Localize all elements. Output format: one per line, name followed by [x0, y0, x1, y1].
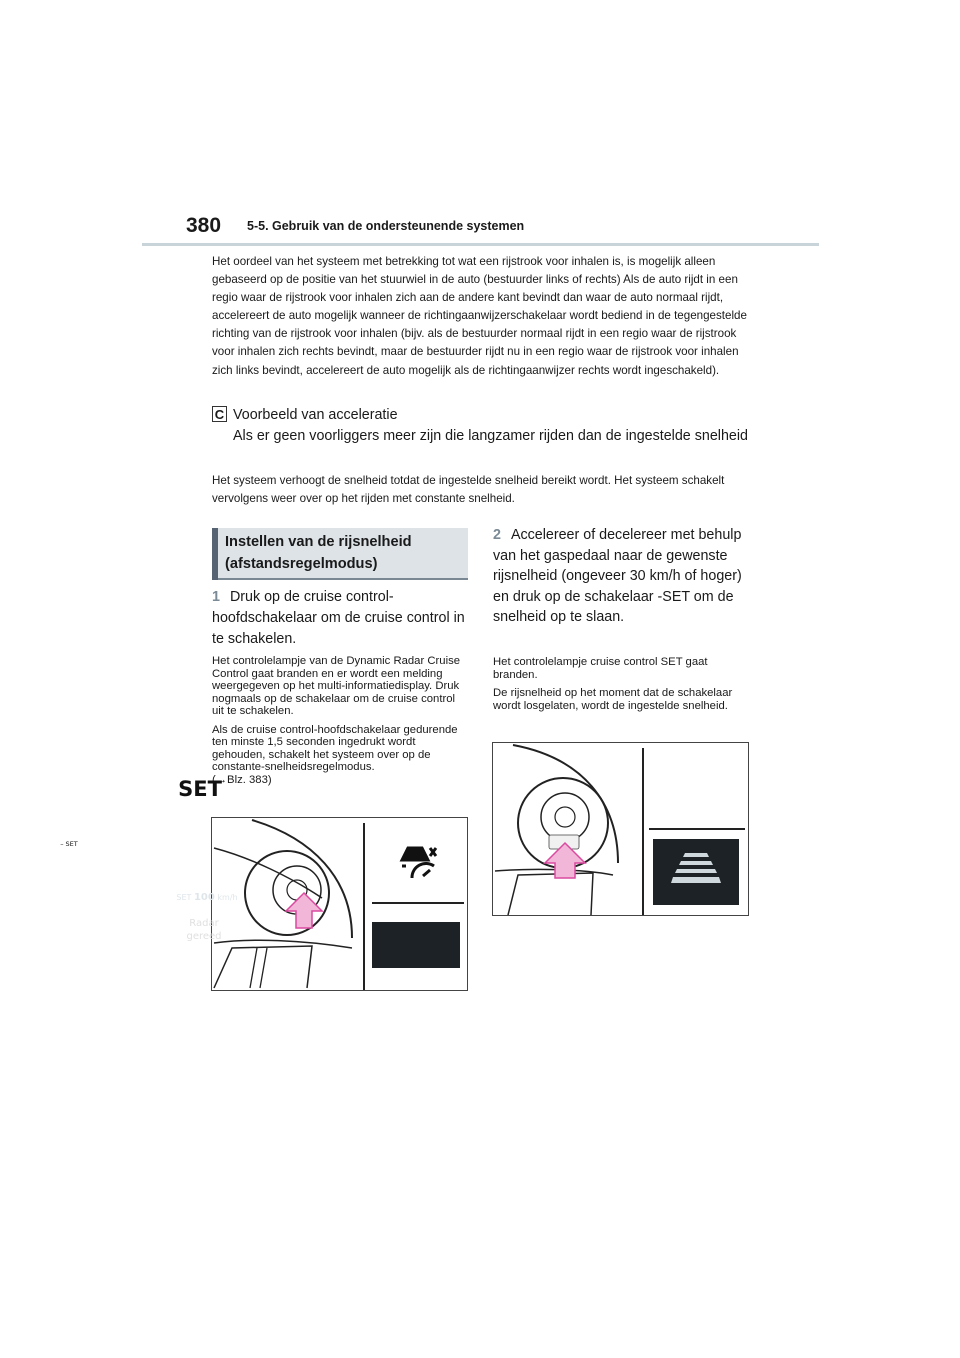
page-number: 380 — [186, 214, 222, 237]
section-heading — [225, 531, 465, 575]
set-speed-unit: km/h — [217, 893, 238, 902]
step-1-note-ref: (→Blz. 383) — [212, 773, 272, 786]
step-1-text: Druk op de cruise control-hoofdschakelaar om de cruise control in te schakelen. — [212, 589, 465, 647]
example-title: Voorbeeld van acceleratie — [233, 407, 398, 423]
step-1 — [212, 587, 467, 650]
step-2-number: 2 — [493, 527, 501, 543]
figure-set-switch — [492, 742, 749, 916]
step-2-note-1: Het controlelampje cruise control SET gaat branden. — [493, 656, 708, 681]
multi-info-display — [372, 922, 460, 968]
intro-paragraph: Het oordeel van het systeem met betrekking tot wat een rijstrook voor inhalen is, is mogelijk alleen gebaseerd op de positie van het stuurwiel in de auto (bestuurder links of rechts) Als de auto rijdt in een regio waar de rijstrook voor inhalen zich aan de andere kant bevindt dan waar de auto normaal rijdt, accelereert de auto mogelijk wanneer de richtingaanwijzerschakelaar wordt bediend in de tegengestelde richting van de rijstrook voor inhalen (bijv. als de bestuurder normaal rijdt in een regio waar de rijstrook voor inhalen zich rechts bevindt, maar de bestuurder rijdt nu in een regio waar de rijstrook voor inhalen zich links bevindt, accelereert de auto mogelijk als de richtingaanwijzer rechts wordt ingeschakeld). — [212, 255, 747, 377]
section-heading-line1: Instellen van de rijsnelheid — [225, 534, 412, 550]
step-1-note-1: Het controlelampje van de Dynamic Radar Cruise Control gaat branden en er wordt een melding weergegeven op het multi-informatiedisplay. Druk nogmaals op de schakelaar om de cruise control uit te schakelen. — [212, 655, 461, 717]
step-1-note-2: Als de cruise control-hoofdschakelaar gedurende ten minste 1,5 seconden ingedrukt wordt gehouden, schakelt het systeem over op de constante-snelheidsregelmodus. — [212, 723, 458, 773]
set-speed-prefix: SET — [176, 893, 192, 902]
radar-ready-line2: gereed — [186, 931, 222, 942]
section-heading-bar — [212, 528, 218, 580]
set-speed-value: 100 — [193, 892, 215, 903]
example-subtitle: Als er geen voorliggers meer zijn die langzamer rijden dan de ingestelde snelheid — [233, 428, 748, 444]
section-heading-line2: (afstandsregelmodus) — [225, 556, 378, 572]
example-description: Het systeem verhoogt de snelheid totdat de ingestelde snelheid bereikt wordt. Het systeem schakelt vervolgens weer over op het rijden met constante snelheid. — [212, 474, 725, 505]
radar-cruise-indicator-icon — [402, 848, 436, 878]
set-speed-readout — [172, 892, 242, 903]
step-1-number: 1 — [212, 589, 220, 605]
steering-wheel-illustration — [212, 818, 467, 990]
section-header: 5-5. Gebruik van de ondersteunende systemen — [247, 219, 525, 233]
step-2-text: Accelereer of decelereer met behulp van het gaspedaal naar de gewenste rijsnelheid (ongeveer 30 km/h of hoger) en druk op de schakelaar -SET om de snelheid op te slaan. — [493, 527, 742, 625]
step-2-notes — [493, 656, 748, 718]
example-block — [233, 405, 753, 447]
step-1-notes — [212, 655, 467, 786]
step-2-note-2: De rijsnelheid op het moment dat de schakelaar wordt losgelaten, wordt de ingestelde snelheid. — [493, 687, 733, 712]
steering-wheel-set-illustration — [493, 743, 748, 915]
set-switch-label: – SET — [60, 840, 78, 848]
header-rule — [142, 243, 819, 246]
figure-cruise-main-switch — [211, 817, 468, 991]
step-2 — [493, 525, 748, 628]
example-marker: C — [212, 406, 227, 422]
radar-ready-label — [161, 917, 247, 943]
set-display-title: SET — [178, 777, 222, 801]
radar-ready-line1: Radar — [189, 918, 219, 929]
